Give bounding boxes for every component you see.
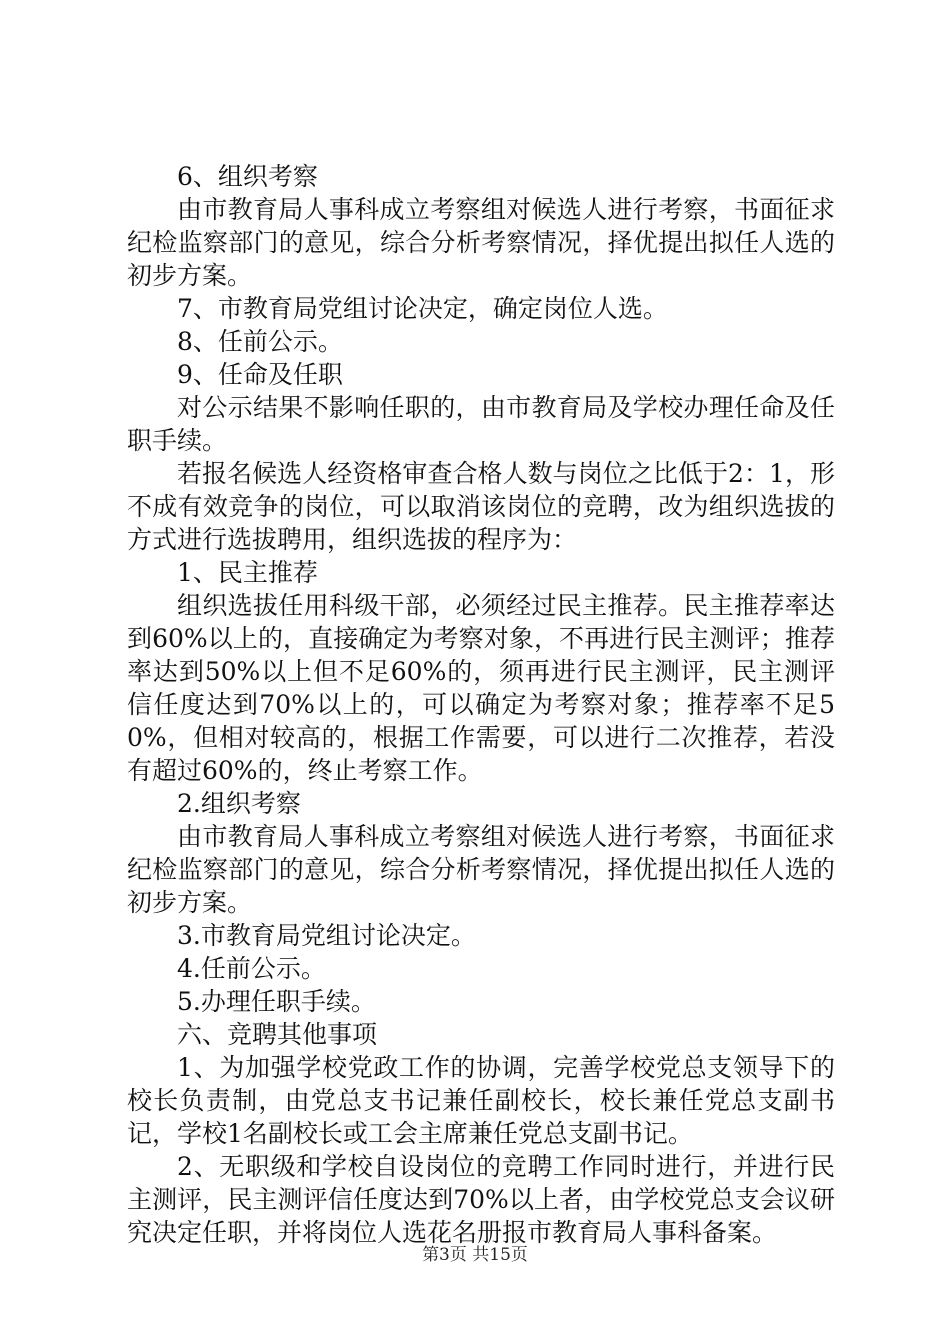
page-footer: 第3页 共15页: [422, 1245, 528, 1265]
paragraph: 9、任命及任职: [177, 360, 343, 389]
paragraph: 8、任前公示。: [177, 327, 343, 356]
paragraph: 对公示结果不影响任职的，由市教育局及学校办理任命及任职手续。: [127, 393, 835, 455]
section-heading: 六、竞聘其他事项: [177, 1020, 378, 1049]
paragraph: 3.市教育局党组讨论决定。: [177, 921, 476, 950]
paragraph: 2、无职级和学校自设岗位的竞聘工作同时进行，并进行民主测评，民主测评信任度达到70%以上者，由学校党总支会议研究决定任职，并将岗位人选花名册报市教育局人事科备案。: [127, 1152, 835, 1247]
paragraph: 1、民主推荐: [177, 558, 318, 587]
paragraph: 2.组织考察: [177, 789, 301, 818]
paragraph: 5.办理任职手续。: [177, 987, 376, 1016]
paragraph: 1、为加强学校党政工作的协调，完善学校党总支领导下的校长负责制，由党总支书记兼任副校长，校长兼任党总支副书记，学校1名副校长或工会主席兼任党总支副书记。: [127, 1053, 835, 1148]
paragraph: 由市教育局人事科成立考察组对候选人进行考察，书面征求纪检监察部门的意见，综合分析考察情况，择优提出拟任人选的初步方案。: [127, 822, 835, 917]
paragraph: 若报名候选人经资格审查合格人数与岗位之比低于2：1，形不成有效竞争的岗位，可以取消该岗位的竞聘，改为组织选拔的方式进行选拔聘用，组织选拔的程序为：: [127, 459, 835, 554]
heading-organize-inspection: 6、组织考察: [177, 162, 318, 191]
paragraph: 4.任前公示。: [177, 954, 326, 983]
document-body: [127, 160, 835, 1249]
paragraph: 由市教育局人事科成立考察组对候选人进行考察，书面征求纪检监察部门的意见，综合分析考察情况，择优提出拟任人选的初步方案。: [127, 195, 835, 290]
paragraph: 组织选拔任用科级干部，必须经过民主推荐。民主推荐率达到60%以上的，直接确定为考察对象，不再进行民主测评；推荐率达到50%以上但不足60%的，须再进行民主测评，民主测评信任度达到70%以上的，可以确定为考察对象；推荐率不足50%，但相对较高的，根据工作需要，可以进行二次推荐，若没有超过60%的，终止考察工作。: [127, 591, 835, 785]
paragraph: 7、市教育局党组讨论决定，确定岗位人选。: [177, 294, 668, 323]
